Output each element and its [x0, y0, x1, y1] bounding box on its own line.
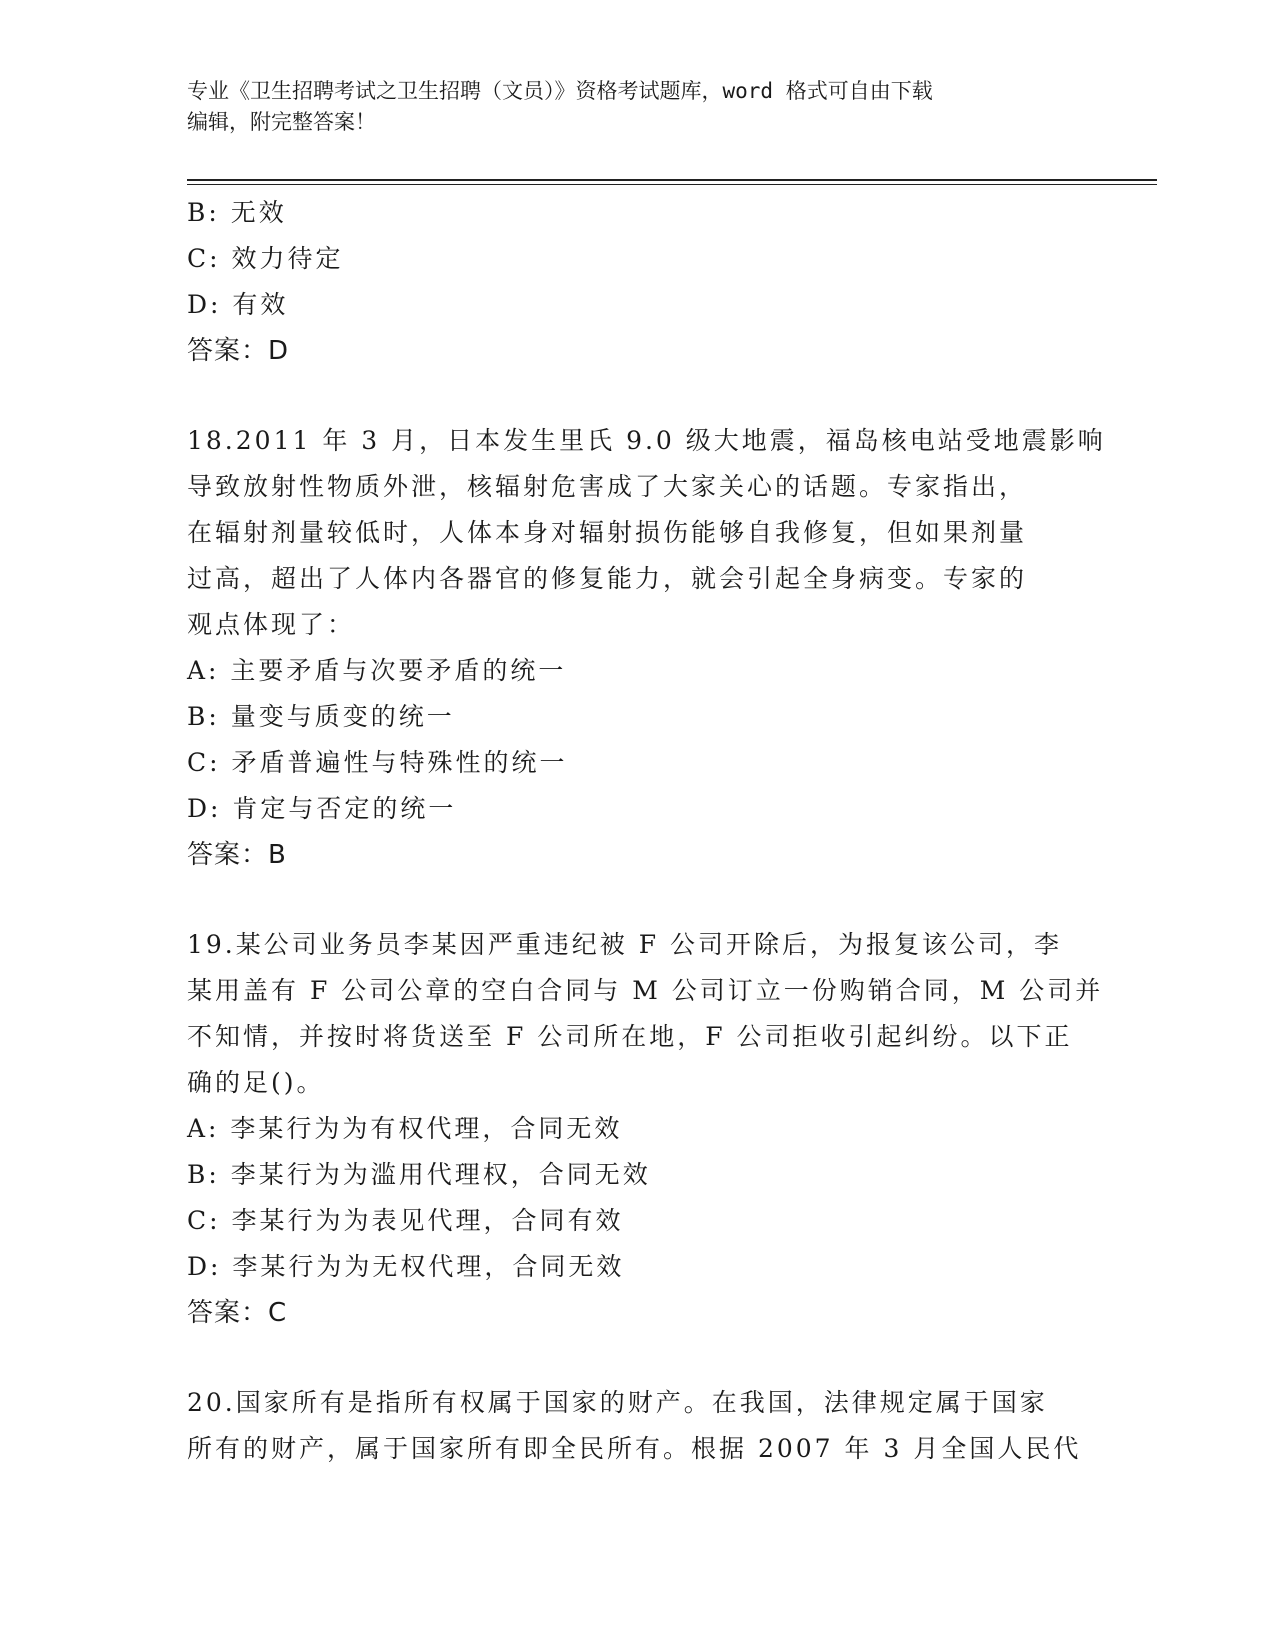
question-text-line: 确的足()。 — [187, 1068, 325, 1097]
header-line-1: 专业《卫生招聘考试之卫生招聘（文员）》资格考试题库，word 格式可自由下载 — [187, 79, 933, 103]
option-a: A: 李某行为为有权代理，合同无效 — [187, 1114, 623, 1143]
option-b: B: 李某行为为滥用代理权，合同无效 — [187, 1160, 651, 1189]
option-a: A: 主要矛盾与次要矛盾的统一 — [187, 656, 567, 685]
header-divider-thick — [187, 179, 1157, 181]
answer-line: 答案：D — [187, 336, 290, 366]
question-text-line: 过高，超出了人体内各器官的修复能力，就会引起全身病变。专家的 — [187, 564, 1028, 593]
option-d: D: 李某行为为无权代理，合同无效 — [187, 1252, 625, 1281]
option-b: B: 量变与质变的统一 — [187, 702, 455, 731]
answer-line: 答案：B — [187, 840, 287, 870]
option-c: C: 李某行为为表见代理，合同有效 — [187, 1206, 624, 1235]
header-line-2: 编辑，附完整答案！ — [187, 110, 376, 134]
question-18 — [187, 418, 1106, 878]
document-body — [187, 190, 1106, 1472]
option-d: D: 肯定与否定的统一 — [187, 794, 457, 823]
question-text-line: 20.国家所有是指所有权属于国家的财产。在我国，法律规定属于国家 — [187, 1388, 1048, 1417]
option-b: B: 无效 — [187, 198, 287, 227]
spacer — [187, 374, 1087, 418]
question-text-line: 某用盖有 F 公司公章的空白合同与 M 公司订立一份购销合同，M 公司并 — [187, 976, 1104, 1005]
question-19 — [187, 922, 1104, 1336]
option-c: C: 矛盾普遍性与特殊性的统一 — [187, 748, 568, 777]
question-text-line: 在辐射剂量较低时，人体本身对辐射损伤能够自我修复，但如果剂量 — [187, 518, 1028, 547]
header-divider-thin — [187, 184, 1157, 185]
question-text-line: 观点体现了： — [187, 610, 356, 639]
spacer — [187, 1336, 1087, 1380]
question-text-line: 18.2011 年 3 月，日本发生里氏 9.0 级大地震，福岛核电站受地震影响 — [187, 426, 1106, 455]
document-header — [187, 76, 1087, 138]
question-text-line: 不知情，并按时将货送至 F 公司所在地，F 公司拒收引起纠纷。以下正 — [187, 1022, 1073, 1051]
question-text-line: 导致放射性物质外泄，核辐射危害成了大家关心的话题。专家指出， — [187, 472, 1028, 501]
question-text-line: 19.某公司业务员李某因严重违纪被 F 公司开除后，为报复该公司，李 — [187, 930, 1063, 959]
question-20 — [187, 1380, 1087, 1472]
prev-question-block — [187, 190, 1087, 374]
question-text-line: 所有的财产，属于国家所有即全民所有。根据 2007 年 3 月全国人民代 — [187, 1434, 1082, 1463]
answer-line: 答案：C — [187, 1298, 288, 1328]
spacer — [187, 878, 1087, 922]
option-c: C: 效力待定 — [187, 244, 344, 273]
option-d: D: 有效 — [187, 290, 289, 319]
